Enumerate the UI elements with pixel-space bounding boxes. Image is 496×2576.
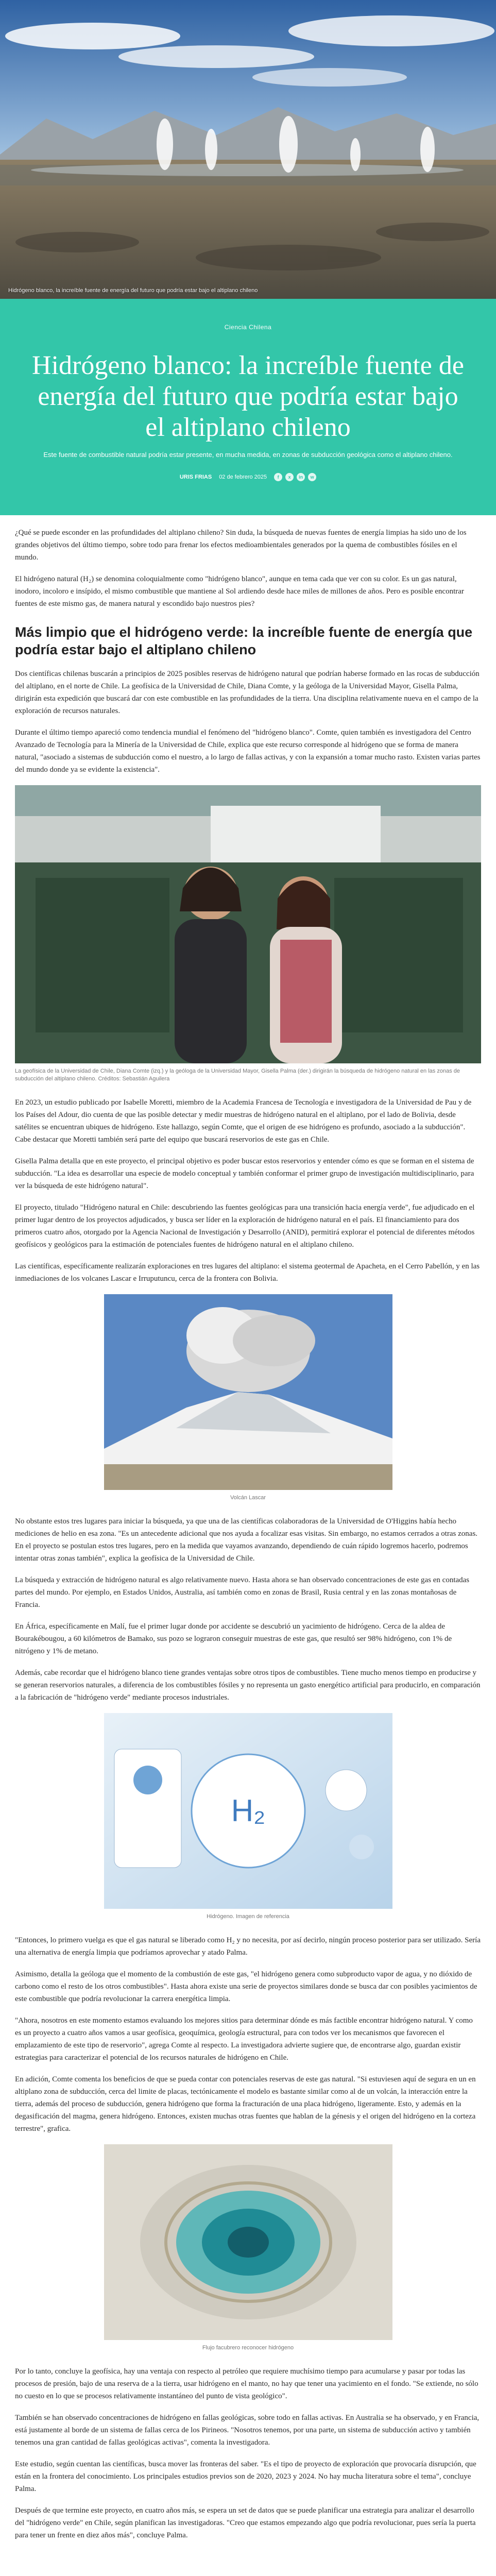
paragraph: Gisella Palma detalla que en este proyecto, el principal objetivo es poder buscar estos reservorios y entender cómo es que se forman en el sistema de subducción. "La idea es desarrollar una especie de modelo conceptual y también conformar el primer grupo de investigación multidisciplinario, para ver la búsqueda de este hidrógeno natural". [15,1157,474,1190]
article-header [0,299,496,515]
article-body [15,515,481,2541]
paragraph: Por lo tanto, concluye la geofísica, hay una ventaja con respecto al petróleo que requiere muchísimo tiempo para acumularse y pasar por todas las procesos de presión, bajo de una reserva de a la tierra, usar hidrógeno en el manto, no hay que tener una yacimiento en el fondo. "Se extiende, no sólo no cuesto en lo que se procesos relativamente instantáneo del punto de vista geológico". [15,2367,478,2400]
category-kicker[interactable]: Ciencia Chilena [224,324,272,331]
publish-date: 02 de febrero 2025 [219,474,267,480]
section-heading: Más limpio que el hidrógeno verde: la increíble fuente de energía que podría estar bajo el altiplano chileno [15,624,473,657]
paragraph: "Ahora, nosotros en este momento estamos evaluando los mejores sitios para determinar dónde es más factible encontrar hidrógeno natural. Y como es un proyecto a cuatro años vamos a usar geofísica, geoquímica, geología estructural, para con todos ver los mecanismos que favorecen el emplazamiento de este tipo de reservorio", agrega Comte al respecto. La investigadora advierte sugiere que, de encontrarse algo, guardan existir estrategias para caracterizar el potencial de los recursos naturales de hidrógeno en Chile. [15,2016,473,2062]
paragraph: Durante el último tiempo apareció como tendencia mundial el fenómeno del "hidrógeno blanco". Comte, quien también es investigadora del Centro Avanzado de Tecnología para la Minería de la Universidad de Chile, explica que este recurso corresponde al hidrógeno que se forma de manera natural, "asociado a sistemas de subducción como el nuestro, a lo largo de fallas activas, y con la expansión a tomar mucho rasto. Existen varias partes del mundo donde ya se evidente la existencia". [15,728,481,774]
volcano-photo [104,1294,392,1490]
facebook-share-icon[interactable]: f [274,473,282,481]
paragraph: Dos científicas chilenas buscarán a principios de 2025 posibles reservas de hidrógeno natural que podrían haberse formado en las rocas de subducción del altiplano, en el norte de Chile. La geofísica de la Universidad de Chile, Diana Comte, y la geóloga de la Universidad Mayor, Gisella Palma, dirigirán esta expedición que buscará dar con este combustible en las profundidades de la tierra. Una disciplina relativamente nueva en el campo de la exploración de recursos naturales. [15,670,480,715]
hero-caption: Hidrógeno blanco, la increíble fuente de energía del futuro que podría estar bajo el altiplano chileno [8,287,258,294]
hero-landscape-illustration [0,0,496,299]
whatsapp-share-icon[interactable]: w [308,473,316,481]
paragraph: También se han observado concentraciones de hidrógeno en fallas geológicas, sobre todo en fallas activas. En Australia se ha observado, y en Francia, está justamente al borde de un sistema de fallas cerca de los Pirineos. "Nosotros tenemos, por una parte, un sistema de subducción activo y también tenemos una gran cantidad de fallas geológicas activas", comenta la investigadora. [15,2414,480,2447]
paragraph: "Entonces, lo primero vuelga es que el gas natural se liberado como H₂ y no necesita, por así decirlo, ningún proceso posterior para ser utilizado. Sería una alternativa de energía limpia que podríamos aprovechar y atado Palma. [15,1936,481,1957]
x-share-icon[interactable]: x [285,473,294,481]
author-name[interactable]: URIS FRIAS [179,474,212,480]
svg-text:H₂: H₂ [231,1793,265,1828]
byline [27,473,470,481]
image-caption: Volcán Lascar [230,1495,266,1501]
image-caption: Hidrógeno. Imagen de referencia [207,1913,289,1920]
scientists-photo-illustration [15,785,481,1063]
volcano-illustration [104,1294,392,1490]
hydrogen-illustration [104,1713,392,1909]
linkedin-share-icon[interactable]: in [297,473,305,481]
paragraph: El hidrógeno natural (H₂) se denomina coloquialmente como "hidrógeno blanco", aunque en tema cada que ver con su color. Es un gas natural, inodoro, incoloro e insípido, el mismo combustible que mantiene al Sol ardiendo desde hace miles de millones de años. Pero es posible encontrar fuentes de este mismo gas, de manera natural y escondido bajo nuestros pies? [15,575,464,608]
paragraph: El proyecto, titulado "Hidrógeno natural en Chile: descubriendo las fuentes geológicas para una transición hacia energía verde", fue adjudicado en el primer lugar dentro de los proyectos adjudicados, y busca ser líder en la exploración de hidrógeno natural en el país. El financiamiento para dos primeros cuatro años, otorgado por la Agencia Nacional de Investigación y Desarrollo (ANID), permitirá explorar el potencial de diferentes métodos geofísicos y geológicos para la estimación de potenciales fuentes de hidrógeno natural en el altiplano chileno. [15,1204,475,1249]
paragraph: Asimismo, detalla la geóloga que el momento de la combustión de este gas, "el hidrógeno genera como subproducto vapor de agua, y no dióxido de carbono como el resto de los otros combustibles". Hasta ahora existe una serie de proyectos similares donde se busca dar con posibles yacimientos de este combustible que podría revolucionar la carrera energética limpia. [15,1970,477,2003]
paragraph: Además, cabe recordar que el hidrógeno blanco tiene grandes ventajas sobre otros tipos de combustibles. Tiene mucho menos tiempo en producirse y se generan reservorios naturales, a diferencia de los combustibles fósiles y no representa un gasto energético artificial para producirlo, en comparación a la fabricación de "hidrógeno verde" mediante procesos industriales. [15,1669,481,1702]
paragraph: La búsqueda y extracción de hidrógeno natural es algo relativamente nuevo. Hasta ahora se han observado concentraciones de este gas en contadas partes del mundo. Por ejemplo, en Estados Unidos, Australia, así también como en zonas de Brasil, Rusia central y en las zonas montañosas de Francia. [15,1576,470,1609]
scientists-photo [15,785,481,1063]
hero-image [0,0,496,299]
spring-illustration [104,2144,392,2340]
page-title: Hidrógeno blanco: la increíble fuente de energía del futuro que podría estar bajo el altiplano chileno [32,351,464,442]
paragraph: En 2023, un estudio publicado por Isabelle Moretti, miembro de la Academia Francesa de Tecnología e investigadora de la Universidad de Pau y de los Países del Adour, dio cuenta de que las posible detectar y medir muestras de hidrógeno natural en el altiplano, por el lado de Bolivia, desde satélites se encuentran ubiques de hidrógeno. Este hallazgo, según Comte, que el origen de ese hidrógeno es profundo, asociado a la subducción". Cabe destacar que Moretti también será parte del equipo que buscará reservorios de este gas en Chile. [15,1098,472,1144]
page-subtitle: Este fuente de combustible natural podría estar presente, en mucha medida, en zonas de subducción geológica como el altiplano chileno. [43,451,453,459]
paragraph: En África, específicamente en Malí, fue el primer lugar donde por accidente se descubrió un yacimiento de hidrógeno. Cerca de la aldea de Bourakébougou, a 60 kilómetros de Bamako, sus pozo se lograron conseguir muestras de este gas, que resultó ser 98% hidrógeno, con 1% de nitrógeno y 1% de metano. [15,1622,452,1655]
paragraph: ¿Qué se puede esconder en las profundidades del altiplano chileno? Sin duda, la búsqueda de nuevas fuentes de energía limpias ha sido uno de los grandes objetivos del último tiempo, sobre todo para frenar los efectos medioambientales generados por la quema de combustibles fósiles en el mundo. [15,529,467,562]
hydrogen-photo [104,1713,392,1909]
paragraph: Las científicas, específicamente realizarán exploraciones en tres lugares del altiplano: el sistema geotermal de Apacheta, en el Cerro Pabellón, y en las inmediaciones de los volcanes Lascar e Irruputuncu, cerca de la frontera con Bolivia. [15,1262,480,1283]
spring-photo [104,2144,392,2340]
paragraph: Después de que termine este proyecto, en cuatro años más, se espera un set de datos que se puede planificar una estrategia para analizar el desarrollo del "hidrógeno verde" en Chile, según planifican las investigadoras. "Creo que estamos empezando algo que podría revolucionar, pues sería la puerta para tener un frente en diez años más", concluye Palma. [15,2506,476,2539]
paragraph: Este estudio, según cuentan las científicas, busca mover las fronteras del saber. "Es el tipo de proyecto de exploración que provocaría disrupción, que están en la frontera del conocimiento. Los principales estudios previos son de 2020, 2023 y 2024. No hay mucha literatura sobre el tema", concluye Palma. [15,2460,476,2493]
paragraph: No obstante estos tres lugares para iniciar la búsqueda, ya que una de las científicas colaboradoras de la Universidad de O'Higgins había hecho mediciones de helio en esa zona. "Es un antecedente adicional que nos ayuda a focalizar esas visitas. Sin embargo, no estamos cerrados a otras zonas. En el proyecto se postulan estos tres lugares, pero en la medida que vayamos avanzando, dependiendo de cuán rápido logremos hacerlo, podremos intentar otras zonas también", explica la geofísica de la Universidad de Chile. [15,1517,478,1563]
image-caption: Flujo facubrero reconocer hidrógeno [202,2345,294,2351]
image-caption: La geofísica de la Universidad de Chile, Diana Comte (izq.) y la geóloga de la Universidad Mayor, Gisella Palma (der.) dirigirán la búsqueda de hidrógeno natural en las zonas de subducción del altiplano chileno. Créditos: Sebastián Aguilera [15,1068,460,1082]
paragraph: En adición, Comte comenta los beneficios de que se pueda contar con potenciales reservas de este gas natural. "Si estuviesen aquí de segura en un en altiplano zona de subducción, cerca del limite de placas, tectónicamente el modelo es bastante similar como al de un volcán, la interacción entre la tierra, además del proceso de subducción, genera hidrógeno que forma la fracturación de una placa hidrógeno, ligeramente. Esto, y además en la degasificación del magma, genera hidrógeno. Entonces, existen muchas otras fuentes que hablan de la génesis y el origen del hidrógeno en la corteza terrestre", grafica. [15,2075,476,2133]
share-buttons [274,473,316,481]
